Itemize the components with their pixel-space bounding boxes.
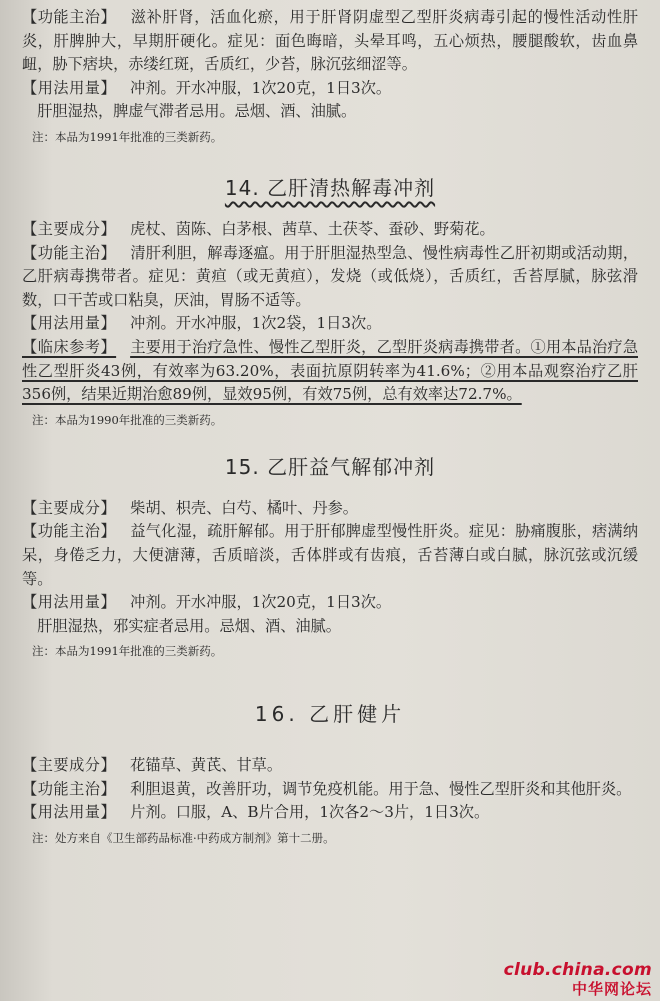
efficacy-paragraph-16: [22, 778, 638, 802]
ingredients-tag: 【主要成分】: [22, 219, 117, 238]
watermark-url-prefix: club.: [503, 960, 552, 980]
source-note-16: 注：处方来自《卫生部药品标准·中药成方制剂》第十二册。: [32, 831, 335, 846]
ingredients-tag: 【主要成分】: [22, 756, 117, 775]
watermark-url: [504, 960, 652, 980]
efficacy-tag: 【功能主治】: [22, 779, 117, 798]
clinical-text: 主要用于治疗急性、慢性乙型肝炎，乙型肝炎病毒携带者。①用本品治疗急性乙型肝炎43例，有效率为63.20%，表面抗原阴转率为41.6%；②用本品观察治疗乙肝356例，结果近期治愈89例，显效95例，有效75例，总有效率达72.7%。: [22, 337, 638, 404]
watermark-site-name: 中华网论坛: [571, 980, 652, 998]
efficacy-paragraph-14: [22, 242, 638, 313]
approval-note-14: 注：本品为1990年批准的三类新药。: [32, 412, 223, 427]
usage-text: 冲剂。开水冲服，1次20克，1日3次。: [130, 78, 392, 97]
efficacy-text: 滋补肝肾，活血化瘀，用于肝肾阴虚型乙型肝炎病毒引起的慢性活动性肝炎，肝脾肿大，早期肝硬化。症见：面色晦暗，头晕耳鸣，五心烦热，腰腿酸软，齿血鼻衄，胁下痞块，赤缕红斑，舌质红，少苔，脉沉弦细涩等。: [22, 8, 638, 74]
watermark-url-suffix: .com: [604, 960, 652, 980]
usage-paragraph: [22, 77, 638, 101]
usage-text: 片剂。口服，A、B片合用，1次各2～3片，1日3次。: [130, 803, 490, 822]
efficacy-text: 益气化湿，疏肝解郁。用于肝郁脾虚型慢性肝炎。症见：胁痛腹胀，痞满纳呆，身倦乏力，大便溏薄，舌质暗淡，舌体胖或有齿痕，舌苔薄白或白腻，脉沉弦或沉缓等。: [22, 522, 638, 588]
usage-paragraph-15: [22, 591, 638, 615]
efficacy-text: 利胆退黄，改善肝功，调节免疫机能。用于急、慢性乙型肝炎和其他肝炎。: [130, 779, 632, 798]
caution-paragraph-15: 肝胆湿热，邪实症者忌用。忌烟、酒、油腻。: [37, 616, 341, 635]
ingredients-text: 虎杖、茵陈、白茅根、茜草、土茯苓、蚕砂、野菊花。: [130, 219, 495, 238]
ingredients-paragraph-16: [22, 754, 638, 778]
site-watermark: [504, 960, 652, 999]
clinical-tag: 【临床参考】: [22, 337, 117, 356]
ingredients-paragraph-14: [22, 218, 638, 242]
section-title-14-text: 14. 乙肝清热解毒冲剂: [224, 175, 436, 200]
usage-text: 冲剂。开水冲服，1次20克，1日3次。: [130, 593, 392, 612]
ingredients-paragraph-15: [22, 497, 638, 521]
efficacy-tag: 【功能主治】: [22, 8, 117, 26]
efficacy-text: 清肝利胆，解毒逐瘟。用于肝胆湿热型急、慢性病毒性乙肝初期或活动期，乙肝病毒携带者。症见：黄疸（或无黄疸），发烧（或低烧），舌质红，舌苔厚腻，脉弦滑数，口干苦或口粘臭，厌油，胃肠不适等。: [22, 243, 638, 309]
ingredients-tag: 【主要成分】: [22, 498, 117, 517]
usage-tag: 【用法用量】: [22, 593, 117, 612]
efficacy-tag: 【功能主治】: [22, 243, 117, 262]
usage-tag: 【用法用量】: [22, 78, 117, 97]
usage-paragraph-14: [22, 312, 638, 336]
efficacy-paragraph: [22, 6, 638, 77]
efficacy-tag: 【功能主治】: [22, 522, 117, 541]
clinical-paragraph-14: [22, 336, 638, 407]
approval-note: 注：本品为1991年批准的三类新药。: [32, 129, 223, 144]
usage-text: 冲剂。开水冲服，1次2袋，1日3次。: [130, 314, 382, 333]
usage-tag: 【用法用量】: [22, 803, 117, 822]
approval-note-15: 注：本品为1991年批准的三类新药。: [32, 644, 223, 659]
section-title-14: [22, 174, 638, 202]
ingredients-text: 花锚草、黄芪、甘草。: [130, 756, 282, 775]
usage-paragraph-16: [22, 801, 638, 825]
section-title-15: 15. 乙肝益气解郁冲剂: [224, 454, 436, 479]
usage-tag: 【用法用量】: [22, 314, 117, 333]
section-title-16: 16. 乙肝健片: [254, 702, 406, 727]
caution-paragraph: 肝胆湿热，脾虚气滞者忌用。忌烟、酒、油腻。: [37, 102, 357, 121]
ingredients-text: 柴胡、枳壳、白芍、橘叶、丹参。: [130, 498, 358, 517]
watermark-url-mid: china: [551, 960, 605, 980]
efficacy-paragraph-15: [22, 520, 638, 591]
